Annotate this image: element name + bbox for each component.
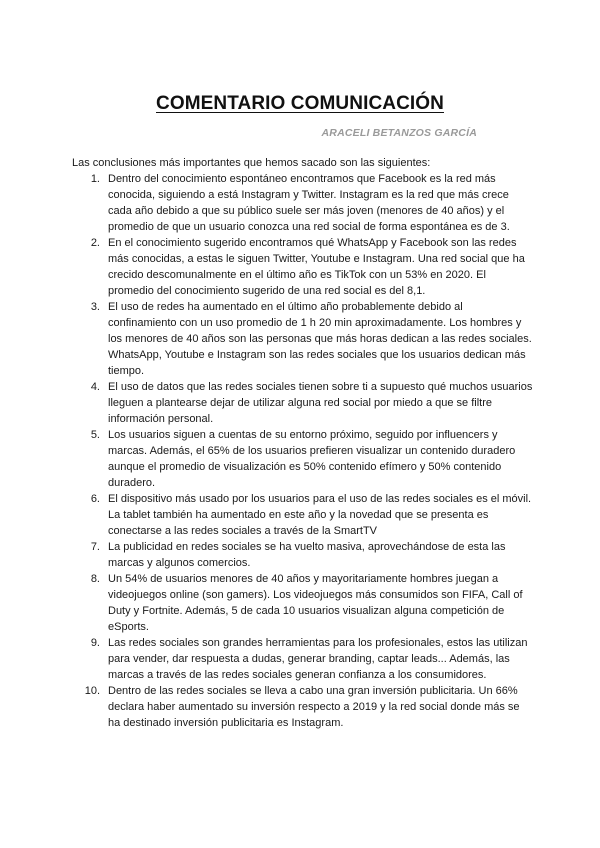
list-item-number: 6. xyxy=(90,493,100,505)
list-item-number: 7. xyxy=(90,541,100,553)
author-name: ARACELI BETANZOS GARCÍA xyxy=(321,127,477,139)
list-item-number: 4. xyxy=(90,381,100,393)
conclusions-list xyxy=(72,171,534,731)
list-item xyxy=(72,491,534,539)
list-item-text: Los usuarios siguen a cuentas de su entorno próximo, seguido por influencers y marcas. Además, el 65% de los usuarios prefieren visualizar un contenido duradero aunque el promedio de visualización es 50% contenido efímero y 50% contenido duradero. xyxy=(108,429,516,489)
list-item-text: En el conocimiento sugerido encontramos qué WhatsApp y Facebook son las redes más conocidas, a estas le siguen Twitter, Youtube e Instagram. Una red social que ha crecido descomunalmente en el último año es TikTok con un 53% en 2020. El promedio del conocimiento sugerido de una red social es del 8,1. xyxy=(108,237,525,297)
list-item-text: Dentro del conocimiento espontáneo encontramos que Facebook es la red más conocida, siguiendo a está Instagram y Twitter. Instagram es la red que más crece cada año debido a que su público suele ser más joven (menores de 40 años) y el promedio de que un usuario conozca una red social de forma espontánea es de 3. xyxy=(108,173,510,233)
list-item xyxy=(72,635,534,683)
list-item xyxy=(72,235,534,299)
list-item-number: 3. xyxy=(90,301,100,313)
list-item xyxy=(72,299,534,379)
document-title: COMENTARIO COMUNICACIÓN xyxy=(156,93,444,114)
list-item xyxy=(72,171,534,235)
list-item-number: 9. xyxy=(90,637,100,649)
list-item xyxy=(72,683,534,731)
list-item-number: 8. xyxy=(90,573,100,585)
list-item xyxy=(72,379,534,427)
list-item-text: El dispositivo más usado por los usuarios para el uso de las redes sociales es el móvil. La tablet también ha aumentado en este año y la novedad que se presenta es conectarse a las redes sociales a través de la SmartTV xyxy=(108,493,532,537)
intro-paragraph: Las conclusiones más importantes que hemos sacado son las siguientes: xyxy=(72,157,431,169)
list-item-number: 1. xyxy=(90,173,100,185)
list-item xyxy=(72,539,534,571)
list-item-text: El uso de datos que las redes sociales tienen sobre ti a supuesto qué muchos usuarios lleguen a plantearse dejar de utilizar alguna red social por miedo a que se filtre información personal. xyxy=(108,381,533,425)
list-item-text: Un 54% de usuarios menores de 40 años y mayoritariamente hombres juegan a videojuegos online (son gamers). Los videojuegos más consumidos son FIFA, Call of Duty y Fortnite. Además, 5 de cada 10 usuarios visualizan alguna competición de eSports. xyxy=(108,573,523,633)
list-item xyxy=(72,427,534,491)
list-item-text: La publicidad en redes sociales se ha vuelto masiva, aprovechándose de esta las marcas y algunos comercios. xyxy=(108,541,506,569)
list-item-number: 5. xyxy=(90,429,100,441)
list-item-number: 10. xyxy=(84,685,100,697)
list-item-text: Las redes sociales son grandes herramientas para los profesionales, estos las utilizan para vender, dar respuesta a dudas, generar branding, captar leads... Además, las marcas a través de las redes sociales generan confianza a los consumidores. xyxy=(108,637,528,681)
list-item-number: 2. xyxy=(90,237,100,249)
list-item xyxy=(72,571,534,635)
list-item-text: El uso de redes ha aumentado en el último año probablemente debido al confinamiento con un uso promedio de 1 h 20 min aproximadamente. Los hombres y los menores de 40 años son las personas que más horas dedican a las redes sociales. WhatsApp, Youtube e Instagram son las redes sociales que los usuarios dedican más tiempo. xyxy=(108,301,532,377)
list-item-text: Dentro de las redes sociales se lleva a cabo una gran inversión publicitaria. Un 66% declara haber aumentado su inversión respecto a 2019 y la red social donde más se ha destinado inversión publicitaria es Instagram. xyxy=(108,685,520,729)
